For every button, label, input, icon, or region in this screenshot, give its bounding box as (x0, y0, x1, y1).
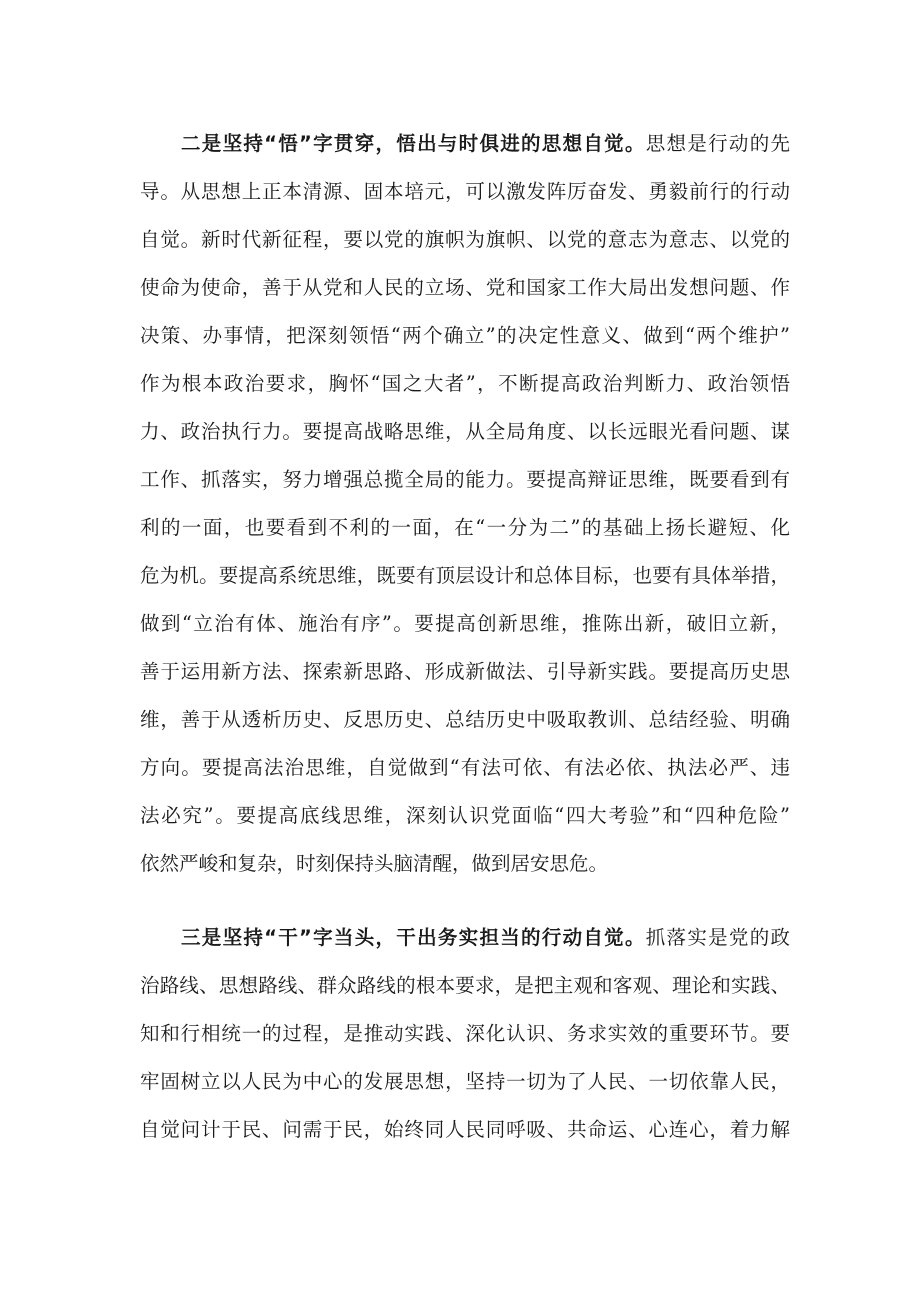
paragraph-gan (140, 914, 790, 1154)
paragraph-line: 作为根本政治要求，胸怀“国之大者”，不断提高政治判断力、政治领悟 (140, 372, 790, 395)
paragraph-line: 维，善于从透析历史、反思历史、总结历史中吸取教训、总结经验、明确 (140, 708, 790, 731)
paragraph-line: 使命为使命，善于从党和人民的立场、党和国家工作大局出发想问题、作 (140, 276, 790, 299)
bold-lead-sentence: 三是坚持“干”字当头，干出务实担当的行动自觉。 (181, 926, 646, 949)
paragraph-line: 力、政治执行力。要提高战略思维，从全局角度、以长远眼光看问题、谋 (140, 420, 790, 443)
bold-lead-sentence: 二是坚持“悟”字贯穿，悟出与时俱进的思想自觉。 (181, 132, 646, 155)
paragraph-line: 工作、抓落实，努力增强总揽全局的能力。要提高辩证思维，既要看到有 (140, 468, 790, 491)
paragraph-line: 治路线、思想路线、群众路线的根本要求，是把主观和客观、理论和实践、 (140, 974, 790, 997)
paragraph-line: 自觉问计于民、问需于民，始终同人民同呼吸、共命运、心连心，着力解 (140, 1118, 790, 1141)
line-text: 抓落实是党的政 (645, 926, 790, 949)
paragraph-line: 危为机。要提高系统思维，既要有顶层设计和总体目标，也要有具体举措， (140, 564, 790, 587)
paragraph-line: 方向。要提高法治思维，自觉做到“有法可依、有法必依、执法必严、违 (140, 756, 790, 779)
paragraph-line: 导。从思想上正本清源、固本培元，可以激发阵厉奋发、勇毅前行的行动 (140, 180, 790, 203)
paragraph-line: 知和行相统一的过程，是推动实践、深化认识、务求实效的重要环节。要 (140, 1022, 790, 1045)
paragraph-line: 善于运用新方法、探索新思路、形成新做法、引导新实践。要提高历史思 (140, 660, 790, 683)
paragraph-line: 依然严峻和复杂，时刻保持头脑清醒，做到居安思危。 (140, 852, 609, 875)
paragraph-line: 牢固树立以人民为中心的发展思想，坚持一切为了人民、一切依靠人民， (140, 1070, 790, 1093)
line-text: 思想是行动的先 (645, 132, 790, 155)
paragraph-line (140, 120, 790, 168)
paragraph-line: 利的一面，也要看到不利的一面，在“一分为二”的基础上扬长避短、化 (140, 516, 790, 539)
paragraph-line: 决策、办事情，把深刻领悟“两个确立”的决定性意义、做到“两个维护” (140, 324, 790, 347)
paragraph-line (140, 914, 790, 962)
paragraph-line: 自觉。新时代新征程，要以党的旗帜为旗帜、以党的意志为意志、以党的 (140, 228, 790, 251)
paragraph-line: 法必究”。要提高底线思维，深刻认识党面临“四大考验”和“四种危险” (140, 804, 790, 827)
paragraph-line: 做到“立治有体、施治有序”。要提高创新思维，推陈出新，破旧立新， (140, 612, 790, 635)
paragraph-wu (140, 120, 790, 888)
